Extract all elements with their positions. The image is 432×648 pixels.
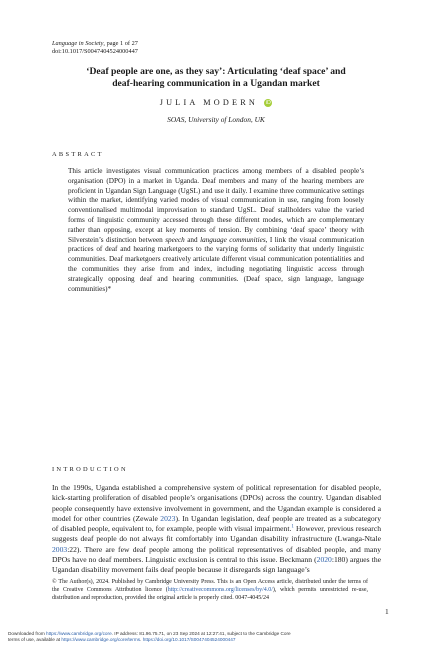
author-name: JULIA MODERN [159,98,258,107]
intro-text-5: :180) argues the Ugandan disability movement fails deaf people because it disregards sign language’s [52,555,381,575]
download-text-4: . [140,637,143,643]
abstract-body [68,167,364,294]
intro-text-2: ). In Ugandan legislation, deaf people are treated as a subcategory of disabled people, equivalent to, for example, people with visual impairment. [52,513,381,534]
abstract-em-language-communities: language communities [200,235,266,244]
citation-link-lwanga[interactable]: 2003 [52,544,68,554]
footnote-text-2: ), which permits unrestricted re-use, distribution and reproduction, provided the original article is properly cited. 0047-4045/24 [52,587,368,601]
terms-link[interactable]: https://www.cambridge.org/core/terms [61,637,141,643]
doi[interactable]: doi:10.1017/S0047404524000447 [52,48,138,55]
abstract-text-1: This article investigates visual communication practices among members of a disabled people’s organisation (DPO) in a market in Uganda. Deaf members and many of the hearing members are proficient in Ugandan Sign Language (UgSL) and use it daily. I examine three communicative settings within the market, identifying varied modes of visual communication in use, ranging from loosely conventionalised multimodal improvisation to standard UgSL. Deaf stallholders value the varied forms of linguistic community accessed through these different modes, which are complementary rather than opposing, except at key moments of tension. By combining ‘deaf space’ theory with Silverstein’s distinction between [68,167,364,244]
journal-name: Language in Society [52,40,104,47]
doi-link[interactable]: https://doi.org/10.1017/S0047404524000447 [142,637,236,643]
cambridge-core-link[interactable]: https://www.cambridge.org/core [46,631,112,636]
abstract-and: and [184,235,201,244]
copyright-footnote [52,578,368,602]
abstract-text-2: , I link the visual communication practices of deaf and hearing marketgoers to the varying forms of solidarity that underly linguistic communities. Deaf marketgoers creatively articulate different visual communication potentialities and the communities they arise from and index, including negotiating linguistic access through strategically opposing deaf and hearing communities. (Deaf space, sign language, language communities)* [68,235,364,293]
introduction-body [52,483,381,576]
download-text-3: terms of use, available at [8,637,62,643]
intro-text-4: :22). There are few deaf people among the political representatives of disabled people, and many DPOs have no deaf members. Linguistic exclusion is central to this issue. Beckmann ( [52,544,381,565]
intro-text-3: However, previous research suggests deaf people do not always fit comfortably into Ugandan disability infrastructure (Lwanga-Ntale [52,524,381,544]
orcid-icon[interactable]: iD [265,100,271,106]
author-line [0,98,432,107]
page-info: , page 1 of 27 [103,40,138,47]
intro-text-1: In the 1990s, Uganda established a comprehensive system of political representation for disabled people, kick-starting proliferation of disabled people’s organisations (DPOs) across the country. Ugandan disabled people consequently have extensive involvement in government, and the Ugandan example is considered a model for other countries (Zewale [52,483,381,523]
affiliation: SOAS, University of London, UK [167,115,265,124]
journal-header [52,40,138,56]
abstract-heading: ABSTRACT [52,151,104,158]
citation-link-zewale[interactable]: 2023 [160,513,176,523]
title-line-2: deaf-hearing communication in a Ugandan market [112,78,320,89]
article-title [40,66,392,90]
page-number: 1 [385,607,389,616]
download-text-2: . IP address: 81.96.75.71, on 23 Sep 2024 at 12:27:41, subject to the Cambridge Core [111,631,291,636]
footnote-text-1: © The Author(s), 2024. Published by Cambridge University Press. This is an Open Access article, distributed under the terms of the Creative Commons Attribution licence ( [52,579,368,593]
footnote-marker[interactable]: 1 [291,524,294,530]
introduction-heading: INTRODUCTION [52,466,128,473]
license-link[interactable]: http://creativecommons.org/licenses/by/4.0/ [167,587,273,593]
title-line-1: ‘Deaf people are one, as they say’: Articulating ‘deaf space’ and [86,66,346,77]
download-text-1: Downloaded from [8,631,47,636]
citation-link-beckmann[interactable]: 2020 [316,555,332,565]
download-notice [8,631,428,643]
abstract-em-speech: speech [165,235,185,244]
